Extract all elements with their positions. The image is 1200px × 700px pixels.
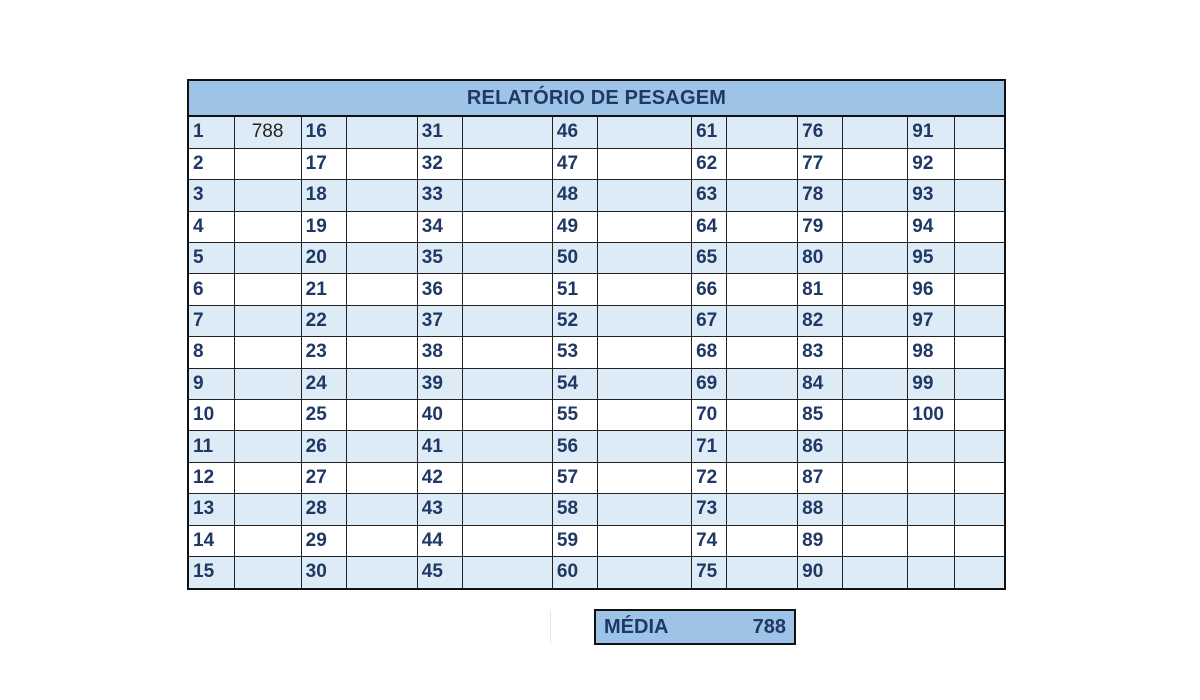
weight-value-cell[interactable] [955, 305, 1004, 336]
weight-value-cell[interactable] [955, 462, 1004, 493]
entry-number-cell: 35 [417, 243, 462, 274]
weight-value-cell[interactable] [955, 117, 1004, 148]
weight-value-cell[interactable] [843, 117, 908, 148]
entry-number-cell: 37 [417, 305, 462, 336]
weight-value-cell[interactable] [462, 556, 552, 587]
entry-number-cell: 84 [798, 368, 843, 399]
entry-number-cell: 87 [798, 462, 843, 493]
entry-number-cell: 10 [189, 400, 234, 431]
entry-number-cell: 56 [552, 431, 597, 462]
entry-number-cell: 6 [189, 274, 234, 305]
entry-number-cell: 93 [908, 180, 955, 211]
entry-number-cell [908, 525, 955, 556]
weight-value-cell[interactable] [346, 400, 417, 431]
entry-number-cell: 68 [692, 337, 727, 368]
entry-number-cell: 63 [692, 180, 727, 211]
weight-value-cell[interactable] [462, 525, 552, 556]
entry-number-cell: 51 [552, 274, 597, 305]
table-row [189, 274, 1004, 305]
weight-value-cell[interactable] [234, 400, 301, 431]
table-row [189, 525, 1004, 556]
entry-number-cell: 5 [189, 243, 234, 274]
entry-number-cell: 36 [417, 274, 462, 305]
entry-number-cell: 22 [301, 305, 346, 336]
entry-number-cell [908, 556, 955, 587]
weight-value-cell[interactable] [843, 494, 908, 525]
entry-number-cell: 1 [189, 117, 234, 148]
weight-value-cell[interactable] [462, 368, 552, 399]
entry-number-cell: 44 [417, 525, 462, 556]
table-row [189, 556, 1004, 587]
weight-value-cell[interactable] [955, 368, 1004, 399]
entry-number-cell: 95 [908, 243, 955, 274]
entry-number-cell: 73 [692, 494, 727, 525]
table-row [189, 337, 1004, 368]
weight-value-cell[interactable] [843, 462, 908, 493]
weight-value-cell[interactable] [843, 274, 908, 305]
entry-number-cell: 57 [552, 462, 597, 493]
weight-value-cell[interactable] [234, 462, 301, 493]
weight-value-cell[interactable] [346, 305, 417, 336]
entry-number-cell: 46 [552, 117, 597, 148]
weight-value-cell[interactable] [234, 305, 301, 336]
weight-value-cell[interactable] [955, 337, 1004, 368]
weight-value-cell[interactable] [727, 337, 798, 368]
entry-number-cell: 52 [552, 305, 597, 336]
weight-value-cell[interactable] [462, 305, 552, 336]
weight-value-cell[interactable] [597, 494, 691, 525]
entry-number-cell [908, 462, 955, 493]
weight-value-cell[interactable] [727, 368, 798, 399]
table-row [189, 431, 1004, 462]
entry-number-cell: 23 [301, 337, 346, 368]
weight-value-cell[interactable] [955, 180, 1004, 211]
faint-gridline [550, 611, 551, 643]
entry-number-cell: 9 [189, 368, 234, 399]
entry-number-cell: 16 [301, 117, 346, 148]
entry-number-cell: 2 [189, 148, 234, 179]
entry-number-cell: 78 [798, 180, 843, 211]
weight-value-cell[interactable] [843, 400, 908, 431]
weight-value-cell[interactable] [346, 556, 417, 587]
weight-value-cell[interactable] [843, 148, 908, 179]
entry-number-cell: 20 [301, 243, 346, 274]
weight-value-cell[interactable] [346, 525, 417, 556]
entry-number-cell: 97 [908, 305, 955, 336]
weight-value-cell[interactable] [346, 368, 417, 399]
weight-value-cell[interactable] [346, 148, 417, 179]
entry-number-cell: 65 [692, 243, 727, 274]
table-row [189, 462, 1004, 493]
average-value[interactable]: 788 [752, 615, 786, 638]
entry-number-cell: 7 [189, 305, 234, 336]
entry-number-cell: 50 [552, 243, 597, 274]
weight-value-cell[interactable] [727, 305, 798, 336]
weight-value-cell[interactable] [234, 337, 301, 368]
entry-number-cell: 33 [417, 180, 462, 211]
entry-number-cell: 53 [552, 337, 597, 368]
entry-number-cell: 29 [301, 525, 346, 556]
weight-value-cell[interactable] [597, 337, 691, 368]
entry-number-cell: 98 [908, 337, 955, 368]
entry-number-cell: 39 [417, 368, 462, 399]
entry-number-cell: 90 [798, 556, 843, 587]
weight-value-cell[interactable] [346, 117, 417, 148]
entry-number-cell: 15 [189, 556, 234, 587]
entry-number-cell: 75 [692, 556, 727, 587]
weight-value-cell[interactable] [346, 431, 417, 462]
weight-value-cell[interactable] [955, 525, 1004, 556]
entry-number-cell: 17 [301, 148, 346, 179]
weight-value-cell[interactable] [462, 148, 552, 179]
entry-number-cell: 18 [301, 180, 346, 211]
entry-number-cell: 4 [189, 211, 234, 242]
weight-value-cell[interactable] [462, 274, 552, 305]
entry-number-cell: 100 [908, 400, 955, 431]
weight-value-cell[interactable] [597, 525, 691, 556]
entry-number-cell: 62 [692, 148, 727, 179]
table-row [189, 243, 1004, 274]
weight-value-cell[interactable] [346, 274, 417, 305]
weight-value-cell[interactable] [843, 305, 908, 336]
entry-number-cell: 55 [552, 400, 597, 431]
weight-value-cell[interactable] [955, 494, 1004, 525]
entry-number-cell: 61 [692, 117, 727, 148]
entry-number-cell: 85 [798, 400, 843, 431]
entry-number-cell: 89 [798, 525, 843, 556]
weight-value-cell[interactable] [955, 211, 1004, 242]
table-row [189, 117, 1004, 148]
weight-value-cell[interactable] [727, 556, 798, 587]
weight-value-cell[interactable] [346, 211, 417, 242]
weight-value-cell[interactable] [727, 274, 798, 305]
entry-number-cell: 13 [189, 494, 234, 525]
entry-number-cell: 81 [798, 274, 843, 305]
weight-value-cell[interactable] [597, 211, 691, 242]
table-row [189, 148, 1004, 179]
weight-value-cell[interactable]: 788 [234, 117, 301, 148]
weight-value-cell[interactable] [843, 525, 908, 556]
weight-value-cell[interactable] [234, 525, 301, 556]
weight-value-cell[interactable] [234, 243, 301, 274]
weighing-report-sheet [187, 79, 1006, 590]
entry-number-cell: 21 [301, 274, 346, 305]
entry-number-cell: 67 [692, 305, 727, 336]
weight-value-cell[interactable] [234, 368, 301, 399]
weight-value-cell[interactable] [843, 180, 908, 211]
weight-value-cell[interactable] [955, 400, 1004, 431]
entry-number-cell: 3 [189, 180, 234, 211]
entry-number-cell: 83 [798, 337, 843, 368]
entry-number-cell: 41 [417, 431, 462, 462]
weight-value-cell[interactable] [727, 243, 798, 274]
entry-number-cell: 58 [552, 494, 597, 525]
weight-value-cell[interactable] [843, 243, 908, 274]
weight-value-cell[interactable] [727, 525, 798, 556]
weight-value-cell[interactable] [462, 180, 552, 211]
entry-number-cell: 60 [552, 556, 597, 587]
entry-number-cell: 47 [552, 148, 597, 179]
entry-number-cell: 25 [301, 400, 346, 431]
entry-number-cell: 70 [692, 400, 727, 431]
entry-number-cell: 42 [417, 462, 462, 493]
weight-value-cell[interactable] [234, 274, 301, 305]
entry-number-cell: 43 [417, 494, 462, 525]
entry-number-cell: 14 [189, 525, 234, 556]
table-row [189, 494, 1004, 525]
weight-value-cell[interactable] [462, 211, 552, 242]
weight-value-cell[interactable] [462, 400, 552, 431]
entry-number-cell: 88 [798, 494, 843, 525]
weight-value-cell[interactable] [727, 400, 798, 431]
weight-value-cell[interactable] [955, 556, 1004, 587]
entry-number-cell: 32 [417, 148, 462, 179]
entry-number-cell: 34 [417, 211, 462, 242]
weight-value-cell[interactable] [234, 180, 301, 211]
entry-number-cell: 45 [417, 556, 462, 587]
weight-value-cell[interactable] [462, 494, 552, 525]
weight-value-cell[interactable] [727, 462, 798, 493]
weight-value-cell[interactable] [727, 211, 798, 242]
weight-value-cell[interactable] [597, 462, 691, 493]
entry-number-cell: 80 [798, 243, 843, 274]
table-row [189, 211, 1004, 242]
entry-number-cell: 54 [552, 368, 597, 399]
weight-value-cell[interactable] [462, 462, 552, 493]
entry-number-cell: 76 [798, 117, 843, 148]
entry-number-cell: 77 [798, 148, 843, 179]
weight-value-cell[interactable] [955, 431, 1004, 462]
entry-number-cell: 31 [417, 117, 462, 148]
weight-value-cell[interactable] [597, 368, 691, 399]
weight-value-cell[interactable] [727, 494, 798, 525]
weight-value-cell[interactable] [234, 494, 301, 525]
weight-value-cell[interactable] [843, 368, 908, 399]
weight-value-cell[interactable] [727, 180, 798, 211]
weight-value-cell[interactable] [346, 337, 417, 368]
average-summary [594, 609, 796, 645]
entry-number-cell: 91 [908, 117, 955, 148]
entry-number-cell: 38 [417, 337, 462, 368]
entry-number-cell: 11 [189, 431, 234, 462]
table-row [189, 400, 1004, 431]
entry-number-cell: 79 [798, 211, 843, 242]
weight-value-cell[interactable] [727, 148, 798, 179]
entry-number-cell: 92 [908, 148, 955, 179]
weight-value-cell[interactable] [346, 462, 417, 493]
entry-number-cell: 27 [301, 462, 346, 493]
entry-number-cell: 96 [908, 274, 955, 305]
weight-value-cell[interactable] [234, 148, 301, 179]
weight-value-cell[interactable] [597, 180, 691, 211]
weight-value-cell[interactable] [462, 337, 552, 368]
entry-number-cell [908, 494, 955, 525]
weight-value-cell[interactable] [597, 274, 691, 305]
weight-value-cell[interactable] [727, 117, 798, 148]
weight-value-cell[interactable] [843, 337, 908, 368]
table-row [189, 305, 1004, 336]
entry-number-cell: 94 [908, 211, 955, 242]
weight-value-cell[interactable] [843, 556, 908, 587]
weight-value-cell[interactable] [597, 148, 691, 179]
weight-value-cell[interactable] [843, 431, 908, 462]
weighing-table [189, 117, 1004, 588]
report-title: RELATÓRIO DE PESAGEM [189, 81, 1004, 117]
weight-value-cell[interactable] [234, 211, 301, 242]
entry-number-cell: 71 [692, 431, 727, 462]
entry-number-cell [908, 431, 955, 462]
entry-number-cell: 49 [552, 211, 597, 242]
average-label: MÉDIA [604, 615, 669, 638]
entry-number-cell: 40 [417, 400, 462, 431]
entry-number-cell: 74 [692, 525, 727, 556]
entry-number-cell: 12 [189, 462, 234, 493]
entry-number-cell: 66 [692, 274, 727, 305]
entry-number-cell: 64 [692, 211, 727, 242]
weight-value-cell[interactable] [597, 243, 691, 274]
table-row [189, 368, 1004, 399]
weight-value-cell[interactable] [234, 556, 301, 587]
entry-number-cell: 19 [301, 211, 346, 242]
table-row [189, 180, 1004, 211]
entry-number-cell: 82 [798, 305, 843, 336]
weight-value-cell[interactable] [597, 400, 691, 431]
weight-value-cell[interactable] [955, 274, 1004, 305]
weight-value-cell[interactable] [955, 148, 1004, 179]
entry-number-cell: 99 [908, 368, 955, 399]
entry-number-cell: 72 [692, 462, 727, 493]
weight-value-cell[interactable] [234, 431, 301, 462]
entry-number-cell: 48 [552, 180, 597, 211]
weight-value-cell[interactable] [843, 211, 908, 242]
weight-value-cell[interactable] [346, 494, 417, 525]
weight-value-cell[interactable] [597, 556, 691, 587]
entry-number-cell: 30 [301, 556, 346, 587]
entry-number-cell: 86 [798, 431, 843, 462]
entry-number-cell: 28 [301, 494, 346, 525]
entry-number-cell: 59 [552, 525, 597, 556]
entry-number-cell: 26 [301, 431, 346, 462]
weight-value-cell[interactable] [597, 117, 691, 148]
weight-value-cell[interactable] [346, 180, 417, 211]
weight-value-cell[interactable] [346, 243, 417, 274]
weight-value-cell[interactable] [462, 431, 552, 462]
weight-value-cell[interactable] [955, 243, 1004, 274]
weight-value-cell[interactable] [727, 431, 798, 462]
weight-value-cell[interactable] [462, 117, 552, 148]
weight-value-cell[interactable] [462, 243, 552, 274]
entry-number-cell: 8 [189, 337, 234, 368]
weight-value-cell[interactable] [597, 305, 691, 336]
entry-number-cell: 24 [301, 368, 346, 399]
entry-number-cell: 69 [692, 368, 727, 399]
weight-value-cell[interactable] [597, 431, 691, 462]
